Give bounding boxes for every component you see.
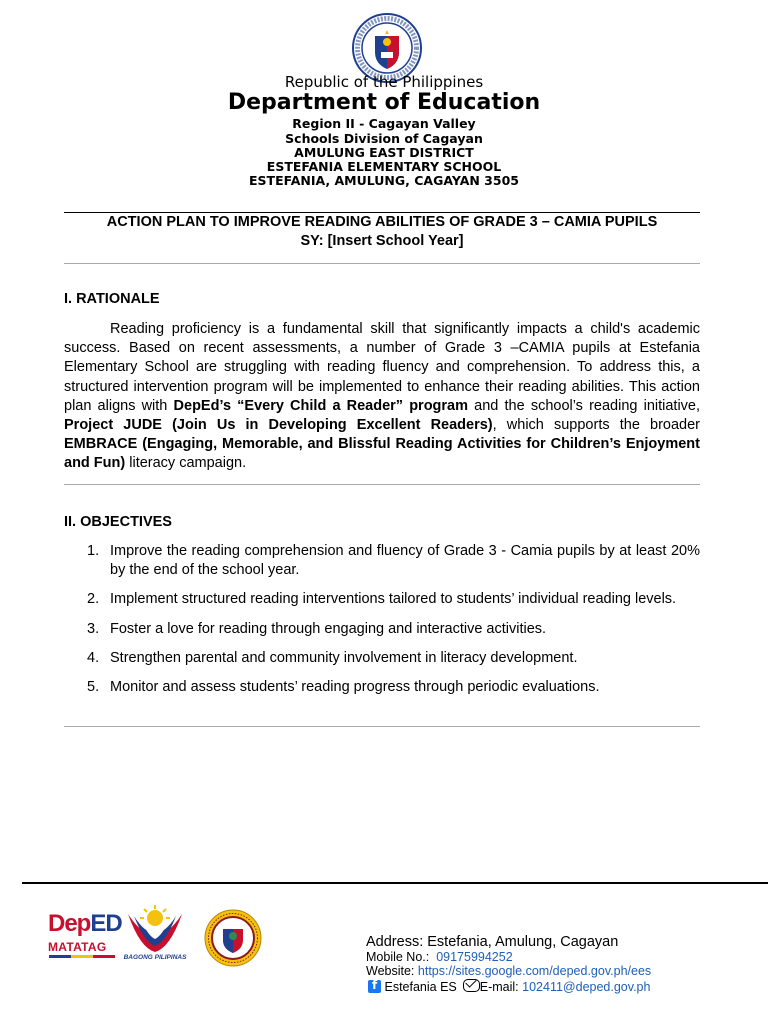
list-item-text: Foster a love for reading through engaging and interactive activities. (110, 620, 547, 637)
rationale-text-1: Reading proficiency is a fundamental skill that significantly impacts a child's academic success. Based on recent assessments, a number of Grade 3 –CAMIA pupils at Estefania Elementary School are struggling with reading fluency and comprehension. To address this, a structured intervention program will be implemented to enhance their reading abilities. This action plan aligns with (64, 321, 700, 414)
school-seal-icon (204, 909, 262, 967)
objectives-divider (64, 726, 700, 727)
rationale-project-jude: Project JUDE (Join Us in Developing Excellent Readers) (64, 417, 493, 434)
matatag-logo: MATATAG (48, 940, 107, 954)
footer-address: Address: Estefania, Amulung, Cagayan (366, 934, 619, 950)
email-icon (463, 979, 480, 992)
list-item-text: Improve the reading comprehension and fluency of Grade 3 - Camia pupils by at least 20% by the end of the school year. (110, 543, 700, 579)
list-item-number: 4. (87, 649, 100, 666)
footer-social (368, 979, 650, 994)
list-item-number: 1. (87, 543, 100, 559)
footer-mobile (366, 950, 513, 964)
rationale-program-name: DepEd’s “Every Child a Reader” program (173, 397, 469, 414)
list-item (64, 678, 700, 697)
rationale-embrace: EMBRACE (Engaging, Memorable, and Blissful Reading Activities for Children’s Enjoyment and Fun) (64, 436, 700, 472)
bagong-pilipinas-text: BAGONG PILIPINAS (123, 954, 187, 961)
mobile-label: Mobile No.: (366, 950, 430, 964)
rationale-text-4: literacy campaign. (125, 455, 247, 472)
list-item-text: Implement structured reading interventions tailored to students’ individual reading levels. (110, 591, 677, 608)
objectives-heading: II. OBJECTIVES (64, 514, 172, 530)
header-district: AMULUNG EAST DISTRICT (294, 145, 474, 160)
website-link[interactable]: https://sites.google.com/deped.gov.ph/ees (417, 964, 652, 978)
list-item-number: 5. (87, 679, 100, 696)
list-item-number: 3. (87, 620, 100, 637)
header-divider (64, 212, 700, 213)
header-division: Schools Division of Cagayan (285, 131, 483, 146)
title-divider (64, 263, 700, 264)
header-school: ESTEFANIA ELEMENTARY SCHOOL (266, 159, 502, 174)
list-item-text: Monitor and assess students’ reading progress through periodic evaluations. (110, 679, 600, 696)
rationale-divider (64, 484, 700, 485)
deped-logo-ed: ED (90, 910, 122, 937)
header-department: Department of Education (227, 90, 541, 115)
list-item (64, 620, 700, 639)
email-link[interactable]: 102411@deped.gov.ph (522, 980, 651, 994)
facebook-icon[interactable] (368, 980, 381, 993)
rationale-text-3: , which supports the broader (492, 417, 700, 434)
objectives-list (64, 542, 700, 707)
footer-website (366, 964, 651, 978)
matatag-stripe-icon (49, 955, 115, 958)
deped-logo-dep: Dep (48, 910, 91, 937)
list-item-text: Strengthen parental and community involvement in literacy development. (110, 649, 578, 666)
website-label: Website: (366, 964, 415, 978)
mobile-number[interactable]: 09175994252 (436, 950, 513, 964)
list-item-number: 2. (87, 591, 100, 608)
rationale-heading: I. RATIONALE (64, 291, 160, 307)
rationale-text-2: and the school’s reading initiative, (468, 397, 701, 414)
rationale-paragraph (64, 320, 700, 474)
header-region: Region II - Cagayan Valley (292, 116, 476, 131)
email-label: E-mail: (479, 980, 519, 994)
footer-divider (22, 882, 768, 884)
bagong-pilipinas-logo-icon (120, 904, 190, 956)
facebook-page-name[interactable]: Estefania ES (384, 980, 457, 994)
document-title: ACTION PLAN TO IMPROVE READING ABILITIES OF GRADE 3 – CAMIA PUPILS (106, 214, 658, 230)
header-republic: Republic of the Philippines (284, 73, 484, 91)
header-address: ESTEFANIA, AMULUNG, CAGAYAN 3505 (249, 173, 519, 188)
deped-logo (48, 910, 122, 938)
list-item (64, 590, 700, 609)
list-item (64, 649, 700, 668)
list-item (64, 542, 700, 580)
document-school-year: SY: [Insert School Year] (300, 233, 464, 249)
